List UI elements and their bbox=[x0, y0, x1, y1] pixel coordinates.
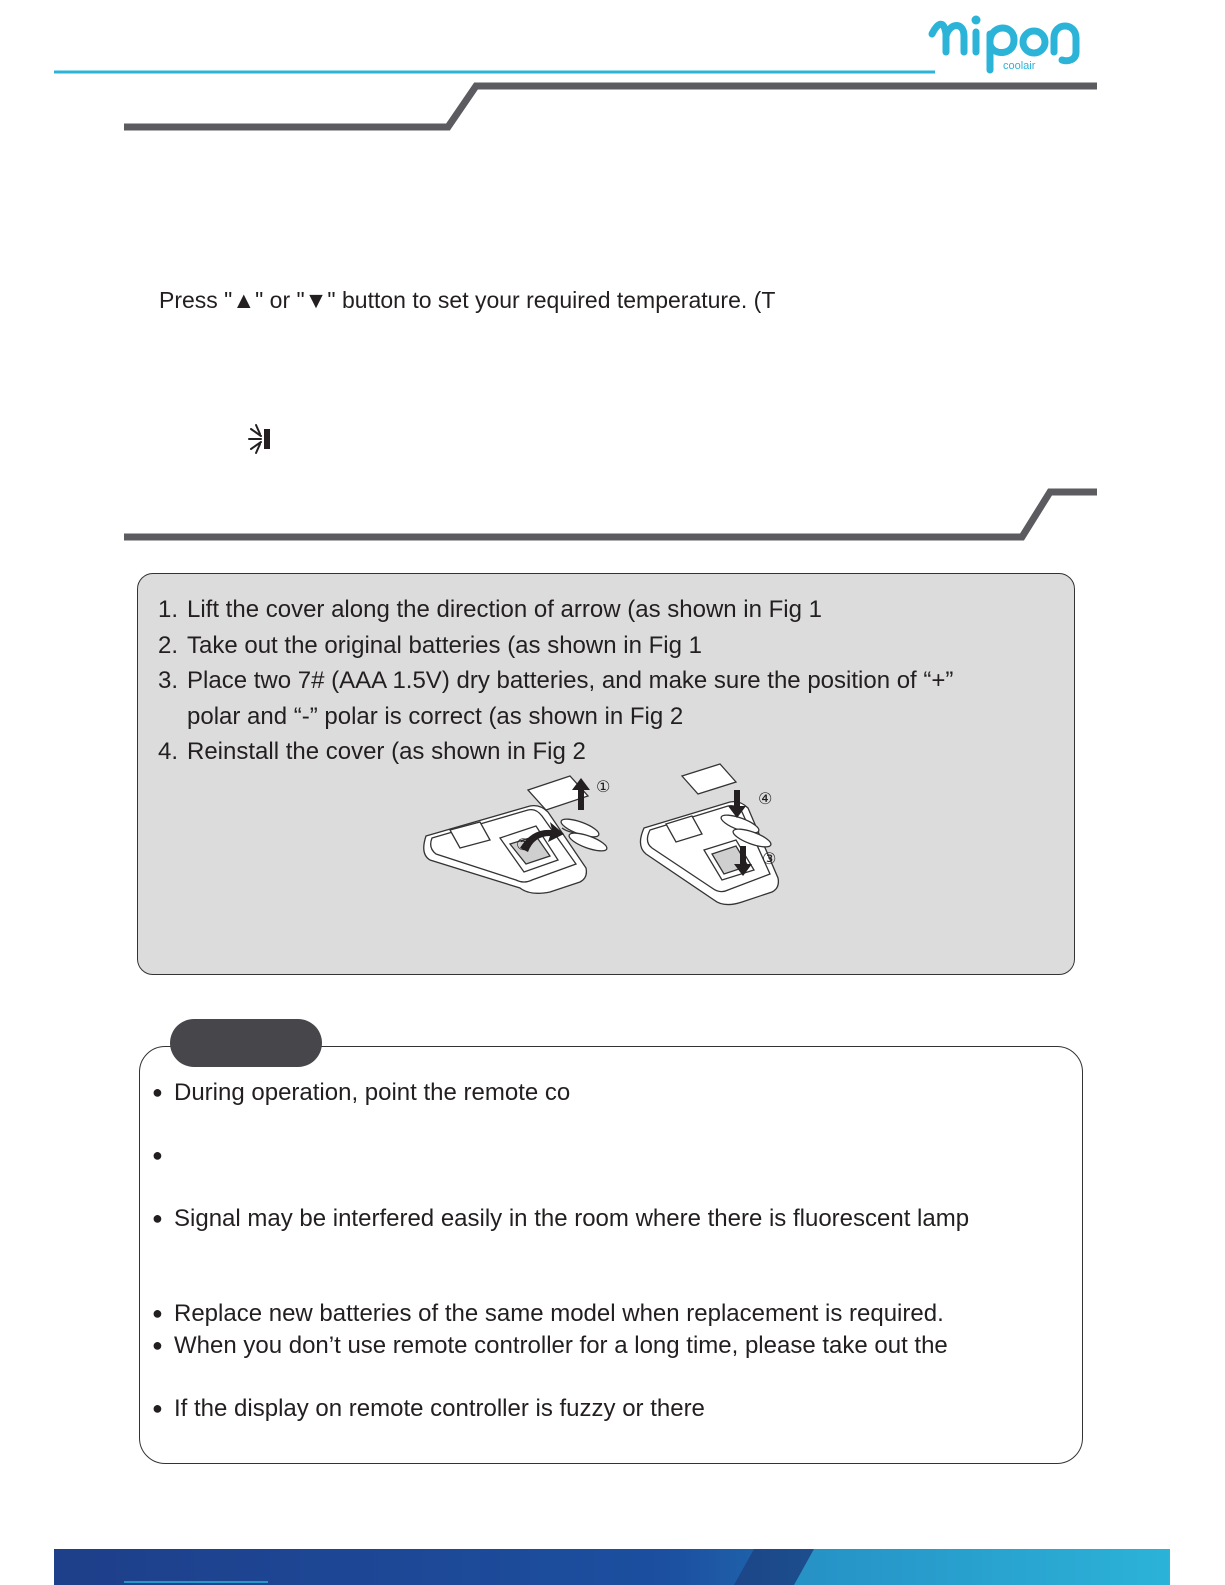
note-item: ● When you don’t use remote controller for a long time, please take out the bbox=[152, 1332, 948, 1359]
battery-step: 1. Lift the cover along the direction of arrow (as shown in Fig 1 bbox=[158, 596, 822, 623]
figure-label-3: ③ bbox=[762, 849, 777, 868]
note-item: ● If the display on remote controller is fuzzy or there bbox=[152, 1395, 705, 1422]
note-item: ● bbox=[152, 1145, 163, 1165]
footer-banner bbox=[54, 1549, 1170, 1585]
battery-steps-list bbox=[158, 592, 953, 770]
temperature-instruction: Press "▲" or "▼" button to set your required temperature. (T bbox=[159, 287, 776, 313]
battery-step-continuation: polar and “-” polar is correct (as shown in Fig 2 bbox=[187, 702, 684, 730]
battery-step: 3. Place two 7# (AAA 1.5V) dry batteries, and make sure the position of “+” bbox=[158, 667, 954, 694]
figure-label-2: ② bbox=[516, 835, 531, 854]
section-rule bbox=[0, 480, 1225, 550]
note-item: ● Signal may be interfered easily in the room where there is fluorescent lamp bbox=[152, 1205, 970, 1232]
figure-label-4: ④ bbox=[758, 789, 773, 808]
logo-subtext: coolair bbox=[1003, 60, 1036, 72]
remote-figure-2 bbox=[640, 764, 778, 905]
note-item: ● Replace new batteries of the same model when replacement is required. bbox=[152, 1300, 944, 1327]
battery-replacement-figure bbox=[420, 768, 800, 918]
notes-box bbox=[139, 1046, 1083, 1464]
note-item: ● During operation, point the remote co bbox=[152, 1079, 571, 1106]
battery-step: 2. Take out the original batteries (as shown in Fig 1 bbox=[158, 631, 702, 659]
notes-label-pill bbox=[170, 1019, 322, 1067]
signal-emitter-icon bbox=[247, 424, 273, 454]
figure-label-1: ① bbox=[596, 777, 611, 796]
battery-step: 4. Reinstall the cover (as shown in Fig 2 bbox=[158, 738, 586, 765]
